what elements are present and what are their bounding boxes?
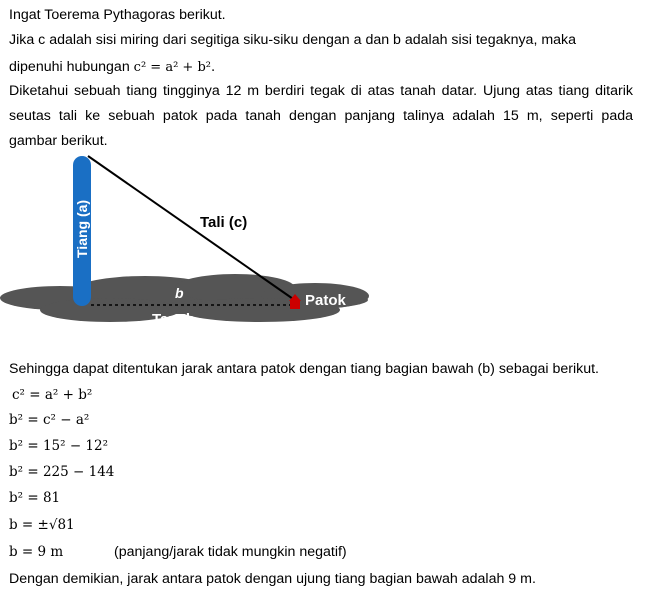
pole-label: Tiang (a) (74, 199, 90, 258)
theorem-line-1 (9, 31, 576, 49)
theorem-line-2-prefix: dipenuhi hubungan (9, 59, 130, 75)
step-3: b² = 15² − 12² (9, 438, 109, 454)
theorem-line-2 (9, 58, 215, 77)
solution-intro: Sehingga dapat ditentukan jarak antara patok dengan tiang bagian bawah (b) sebagai berikut. (9, 361, 600, 377)
theorem-line-1-text: Jika c adalah sisi miring dari segitiga siku-siku dengan a dan b adalah sisi tegaknya, maka (9, 32, 577, 48)
step-7: b = 9 m (9, 544, 64, 560)
step-2: b² = c² − a² (9, 412, 90, 428)
problem-line-3: gambar berikut. (9, 133, 108, 149)
base-label: b (175, 285, 184, 301)
problem-line-2: seutas tali ke sebuah patok pada tanah dengan panjang talinya adalah 15 m, seperti pada (9, 108, 633, 124)
stake-label: Patok (305, 292, 346, 309)
ground-label: Tanah (152, 311, 196, 328)
conclusion: Dengan demikian, jarak antara patok dengan ujung tiang bagian bawah adalah 9 m. (9, 571, 536, 587)
theorem-formula: c² = a² + b². (133, 60, 216, 75)
step-5: b² = 81 (9, 490, 61, 506)
step-4: b² = 225 − 144 (9, 464, 115, 480)
problem-line-1: Diketahui sebuah tiang tingginya 12 m berdiri tegak di atas tanah datar. Ujung atas tiang ditarik (9, 83, 633, 99)
step-1: c² = a² + b² (12, 387, 93, 403)
pythagoras-figure (0, 152, 380, 332)
intro-title: Ingat Toerema Pythagoras berikut. (9, 7, 226, 23)
step-6: b = ±√81 (9, 517, 75, 533)
step-7-note: (panjang/jarak tidak mungkin negatif) (114, 544, 347, 560)
step-7-row (9, 543, 347, 561)
rope-label: Tali (c) (200, 214, 248, 231)
